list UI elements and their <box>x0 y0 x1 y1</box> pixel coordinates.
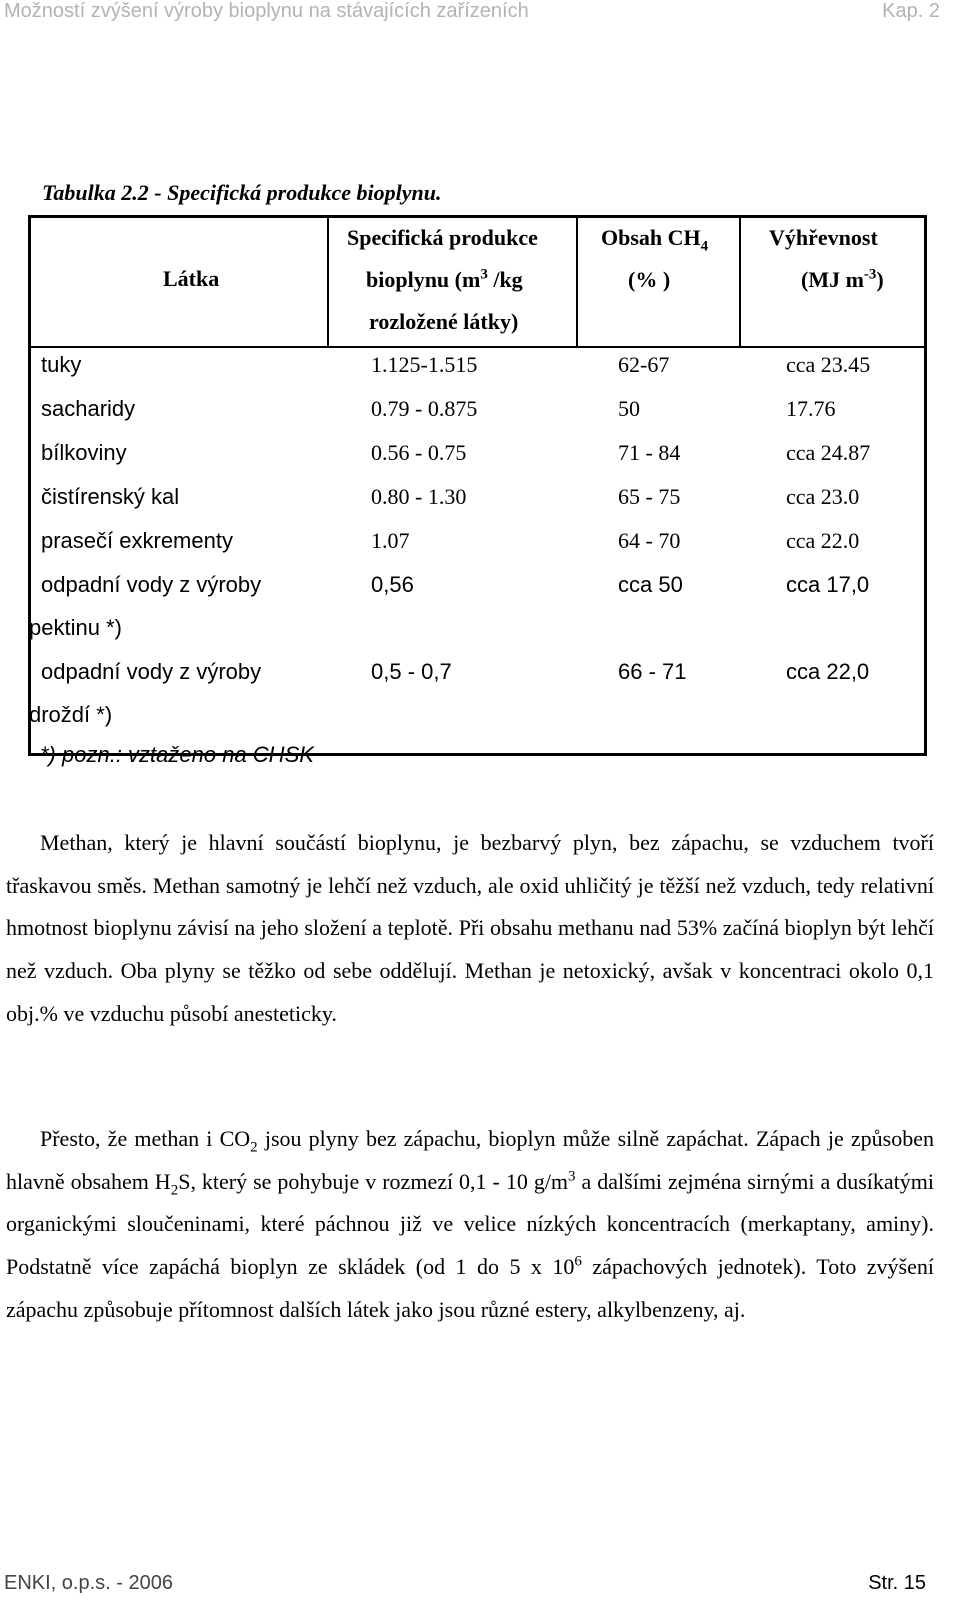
table-cell-obsah: cca 50 <box>618 572 683 597</box>
table-cell-latka: tuky <box>41 352 82 377</box>
header-chapter: Kap. 2 <box>882 0 940 22</box>
table-cell-latka: čistírenský kal <box>41 484 180 509</box>
table-cell-obsah: 64 - 70 <box>618 528 681 553</box>
table-footnote: *) pozn.: vztaženo na CHSK <box>40 742 314 767</box>
header-separator <box>31 346 924 348</box>
table-divider <box>576 218 578 348</box>
header-obsah-line1: Obsah $CH_4$ <box>601 225 709 255</box>
header-latka: Látka <box>163 266 220 291</box>
table-cell-vyhrevnost: cca 23.0 <box>786 484 860 509</box>
data-table <box>28 215 927 756</box>
header-obsah-line2: (% ) <box>628 267 671 292</box>
header-produkce-line1: Specifická produkce <box>347 225 538 250</box>
header-produkce-line2: bioplynu ($m^3$ /kg <box>366 266 523 292</box>
table-cell-latka: sacharidy <box>41 396 136 421</box>
table-cell-obsah: 66 - 71 <box>618 659 687 684</box>
table-cell-latka: prasečí exkrementy <box>41 528 233 553</box>
table-cell-vyhrevnost: cca 22,0 <box>786 659 870 684</box>
table-cell-vyhrevnost: 17.76 <box>786 396 836 421</box>
header-produkce-line3: rozložené látky) <box>369 309 519 334</box>
table-divider <box>739 218 741 348</box>
footer-publisher: ENKI, o.p.s. - 2006 <box>4 1572 173 1594</box>
table-cell-produkce: 0,56 <box>371 572 414 597</box>
table-cell-produkce: 1.07 <box>371 528 410 553</box>
table-cell-latka: odpadní vody z výroby <box>41 572 262 597</box>
table-cell-vyhrevnost: cca 17,0 <box>786 572 870 597</box>
table-cell-vyhrevnost: cca 22.0 <box>786 528 860 553</box>
paragraph-methan-text: Methan, který je hlavní součástí bioplynu, je bezbarvý plyn, bez zápachu, se vzduchem tvoří třaskavou směs. Methan samotný je lehčí než vzduch, ale oxid uhličitý je těžší než vzduch, tedy relativní hmotnost bioplynu závisí na jeho složení a teplotě. Při obsahu methanu nad 53% začíná bioplyn být lehčí než vzduch. Oba plyny se těžko od sebe oddělují. Methan je netoxický, avšak v koncentraci okolo 0,1 obj.% ve vzduchu působí anesteticky. <box>6 830 934 1026</box>
header-vyhrevnost-line1: Výhřevnost <box>769 225 878 250</box>
paragraph-zapach: Přesto, že methan i $CO_2$ jsou plyny bez zápachu, bioplyn může silně zapáchat. Zápach je způsoben hlavně obsahem $H_2S$, který se pohybuje v rozmezí 0,1 - 10 $g/m^3$ a dalšími zejména sirnými a dusíkatými organickými sloučeninami, které páchnou již ve velice nízkých koncentracích (merkaptany, aminy). Podstatně více zapáchá bioplyn ze skládek (od 1 do 5 x $10^6$ zápachových jednotek). Toto zvýšení zápachu způsobuje přítomnost dalších látek jako jsou různé estery, alkylbenzeny, aj. <box>6 1126 935 1322</box>
table-cell-latka: bílkoviny <box>41 440 127 465</box>
table-cell-obsah: 71 - 84 <box>618 440 681 465</box>
table-cell-vyhrevnost: cca 23.45 <box>786 352 871 377</box>
table-cell-latka-cont: droždí *) <box>29 702 113 727</box>
table-cell-latka: odpadní vody z výroby <box>41 659 262 684</box>
header-title: Možností zvýšení výroby bioplynu na stávajících zařízeních <box>4 0 529 22</box>
table-cell-obsah: 65 - 75 <box>618 484 681 509</box>
table-cell-vyhrevnost: cca 24.87 <box>786 440 871 465</box>
table-cell-produkce: 0,5 - 0,7 <box>371 659 452 684</box>
table-cell-latka-cont: pektinu *) <box>29 615 122 640</box>
table-divider <box>327 218 329 348</box>
table-cell-produkce: 0.80 - 1.30 <box>371 484 467 509</box>
footer-page-number: Str. 15 <box>868 1572 926 1594</box>
table-caption: Tabulka 2.2 - Specifická produkce bioplynu. <box>42 180 442 205</box>
table-cell-produkce: 0.79 - 0.875 <box>371 396 478 421</box>
table-cell-produkce: 0.56 - 0.75 <box>371 440 467 465</box>
page-header <box>0 0 960 28</box>
paragraph-methan <box>6 822 934 1036</box>
header-vyhrevnost-line2: (MJ $m^{-3}$) <box>801 266 884 292</box>
table-cell-produkce: 1.125-1.515 <box>371 352 478 377</box>
table-cell-obsah: 62-67 <box>618 352 670 377</box>
table-cell-obsah: 50 <box>618 396 640 421</box>
